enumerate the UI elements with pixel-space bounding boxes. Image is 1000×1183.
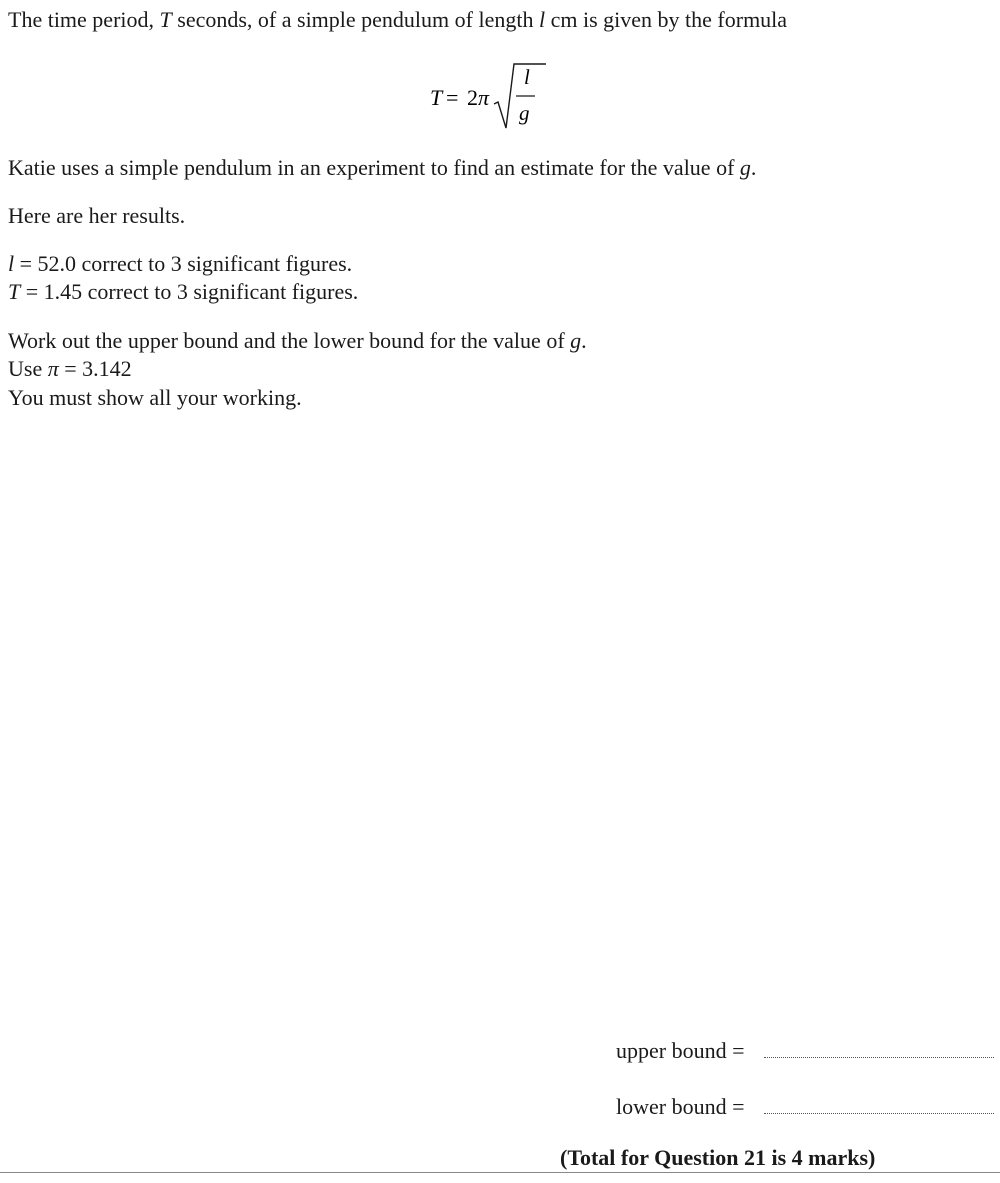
result-period-var: T (8, 279, 21, 304)
instruction-pi (8, 355, 132, 383)
instruction-bounds-end: . (581, 328, 587, 353)
formula-equals: = (446, 85, 459, 110)
upper-bound-answer-line[interactable] (764, 1057, 994, 1058)
question-total-marks: (Total for Question 21 is 4 marks) (560, 1145, 876, 1170)
variable-l: l (538, 7, 546, 32)
instruction-bounds-var: g (570, 328, 582, 353)
result-period-text: = 1.45 correct to 3 significant figures. (20, 279, 359, 304)
results-intro: Here are her results. (8, 203, 186, 228)
lower-bound-label: lower bound = (616, 1094, 745, 1119)
instruction-pi-prefix: Use (8, 356, 48, 381)
intro-part3: cm is given by the formula (545, 7, 788, 32)
intro-part2: seconds, of a simple pendulum of length (171, 7, 539, 32)
pendulum-formula (430, 62, 560, 132)
context-end: . (750, 155, 757, 180)
instruction-bounds (8, 327, 587, 355)
result-length-var: l (8, 251, 15, 276)
result-period (8, 278, 358, 306)
formula-numerator: l (524, 65, 530, 89)
result-length (8, 250, 352, 278)
intro-text (8, 6, 787, 34)
instruction-pi-symbol: π (47, 356, 59, 381)
upper-bound-label: upper bound = (616, 1038, 745, 1063)
context-body: Katie uses a simple pendulum in an experiment to find an estimate for the value of (8, 155, 740, 180)
lower-bound-answer-line[interactable] (764, 1113, 994, 1114)
formula-denominator: g (519, 101, 530, 125)
context-text (8, 154, 756, 182)
footer-divider (0, 1172, 1000, 1173)
formula-pi: π (478, 85, 490, 110)
variable-T: T (159, 7, 172, 32)
formula-coefficient: 2 (467, 85, 478, 110)
instruction-bounds-text: Work out the upper bound and the lower bound for the value of (8, 328, 571, 353)
instruction-pi-value: = 3.142 (58, 356, 132, 381)
intro-part1: The time period, (8, 7, 160, 32)
instruction-working: You must show all your working. (8, 385, 302, 410)
variable-g: g (739, 155, 751, 180)
formula-lhs: T (430, 85, 443, 110)
formula-graphic (430, 62, 560, 132)
result-length-text: = 52.0 correct to 3 significant figures. (14, 251, 353, 276)
